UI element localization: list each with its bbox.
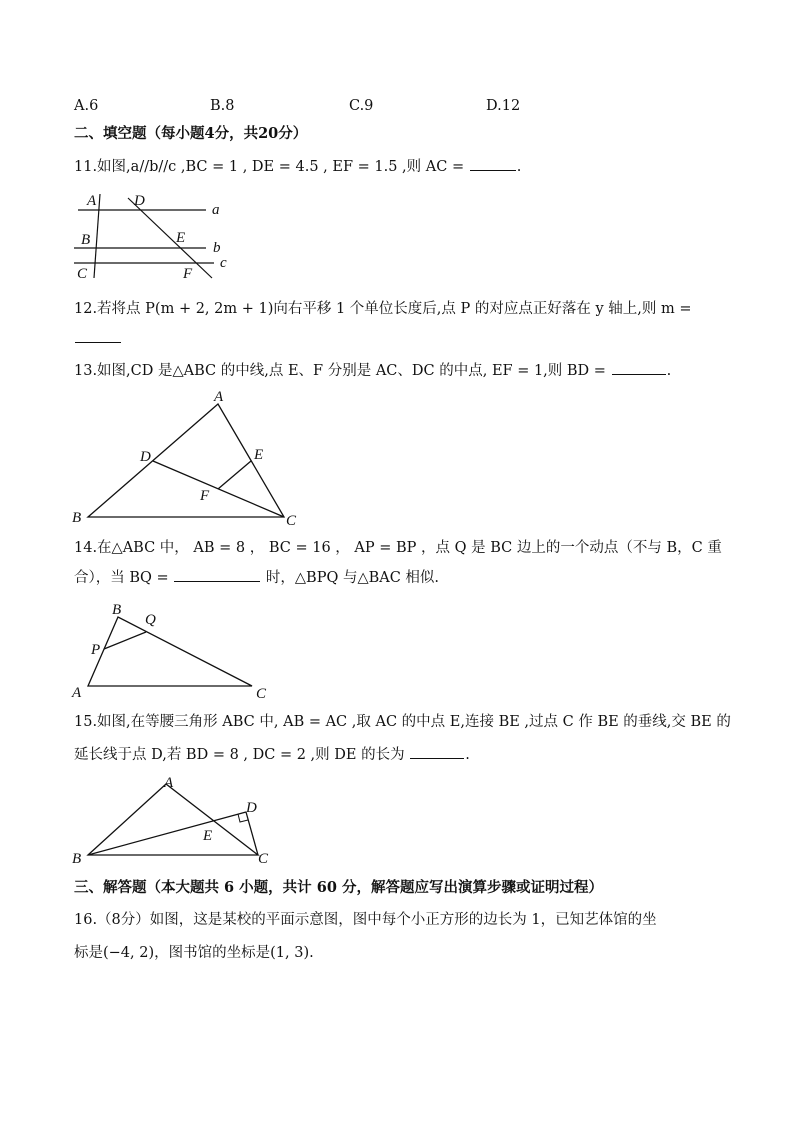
- label-C: C: [77, 266, 88, 280]
- q12-text: 12.若将点 P(m + 2, 2m + 1)向右平移 1 个单位长度后,点 P 的对应点正好落在 y 轴上,则 m =: [74, 301, 692, 317]
- label-D: D: [246, 800, 257, 816]
- q13-answer-blank: [612, 360, 666, 375]
- label-B: B: [72, 510, 82, 526]
- q13-figure: [70, 386, 310, 528]
- label-B: B: [72, 851, 82, 867]
- q13-stem: 13.如图,CD 是△ABC 的中线,点 E、F 分别是 AC、DC 的中点, EF = 1,则 BD =: [74, 363, 606, 379]
- label-E: E: [254, 447, 264, 463]
- q11-stem: 11.如图,a//b//c ,BC = 1 , DE = 4.5 , EF = 1.5 ,则 AC =: [74, 159, 465, 175]
- option-c: C.9: [349, 98, 374, 114]
- label-P: P: [91, 642, 101, 658]
- label-C: C: [256, 686, 267, 702]
- q15-line2: [74, 744, 470, 765]
- q15-answer-blank: [410, 744, 464, 759]
- q15-figure: [70, 770, 290, 868]
- q13-text: [74, 360, 671, 381]
- q11-end: .: [516, 159, 522, 175]
- label-b: b: [213, 240, 221, 256]
- segment-dc: [246, 812, 258, 855]
- q14-line2-b: 时，△BPQ 与△BAC 相似.: [265, 570, 440, 586]
- triangle-abc: [88, 784, 258, 855]
- option-a: A.6: [74, 98, 99, 114]
- segment-ef: [218, 461, 251, 489]
- option-b: B.8: [210, 98, 235, 114]
- q14-line2: [74, 567, 439, 588]
- section2-title: 二、填空题（每小题4分，共20分）: [74, 125, 308, 142]
- label-C: C: [286, 513, 297, 528]
- q15-line1: 15.如图,在等腰三角形 ABC 中, AB = AC ,取 AC 的中点 E,连接 BE ,过点 C 作 BE 的垂线,交 BE 的: [74, 714, 731, 730]
- label-A: A: [87, 193, 97, 209]
- triangle-abc: [88, 617, 252, 686]
- q14-line1: 14.在△ABC 中， AB = 8 ， BC = 16 ， AP = BP ，点 Q 是 BC 边上的一个动点（不与 B，C 重: [74, 540, 722, 556]
- label-A: A: [214, 389, 224, 405]
- label-a: a: [212, 202, 220, 218]
- q11-answer-blank: [470, 156, 516, 171]
- label-A: A: [72, 685, 82, 701]
- label-A: A: [164, 775, 174, 791]
- label-D: D: [134, 193, 145, 209]
- label-E: E: [176, 230, 186, 246]
- q11-text: [74, 156, 521, 177]
- label-D: D: [140, 449, 151, 465]
- label-B: B: [81, 232, 91, 248]
- label-E: E: [203, 828, 213, 844]
- label-Q: Q: [145, 612, 156, 628]
- q15-end: .: [465, 747, 470, 763]
- label-F: F: [200, 488, 210, 504]
- q14-line2-a: 合），当 BQ =: [74, 570, 169, 586]
- q15-line2-text: 延长线于点 D,若 BD = 8 , DC = 2 ,则 DE 的长为: [74, 747, 405, 763]
- section3-title: 三、解答题（本大题共 6 小题，共计 60 分，解答题应写出演算步骤或证明过程）: [74, 879, 603, 896]
- q14-answer-blank: [174, 567, 260, 582]
- q16-line1: 16.（8分）如图，这是某校的平面示意图，图中每个小正方形的边长为 1，已知艺体馆的坐: [74, 912, 657, 928]
- label-c: c: [220, 255, 227, 271]
- q11-figure: [70, 188, 240, 280]
- q14-figure: [70, 600, 280, 702]
- q13-end: .: [666, 363, 672, 379]
- q12-answer-blank: [75, 328, 121, 343]
- label-C: C: [258, 851, 269, 867]
- q16-line2: 标是(−4, 2)，图书馆的坐标是(1, 3).: [74, 945, 314, 961]
- q12-answer-line: [74, 328, 122, 349]
- option-d: D.12: [486, 98, 521, 114]
- label-F: F: [183, 266, 193, 280]
- label-B: B: [112, 602, 122, 618]
